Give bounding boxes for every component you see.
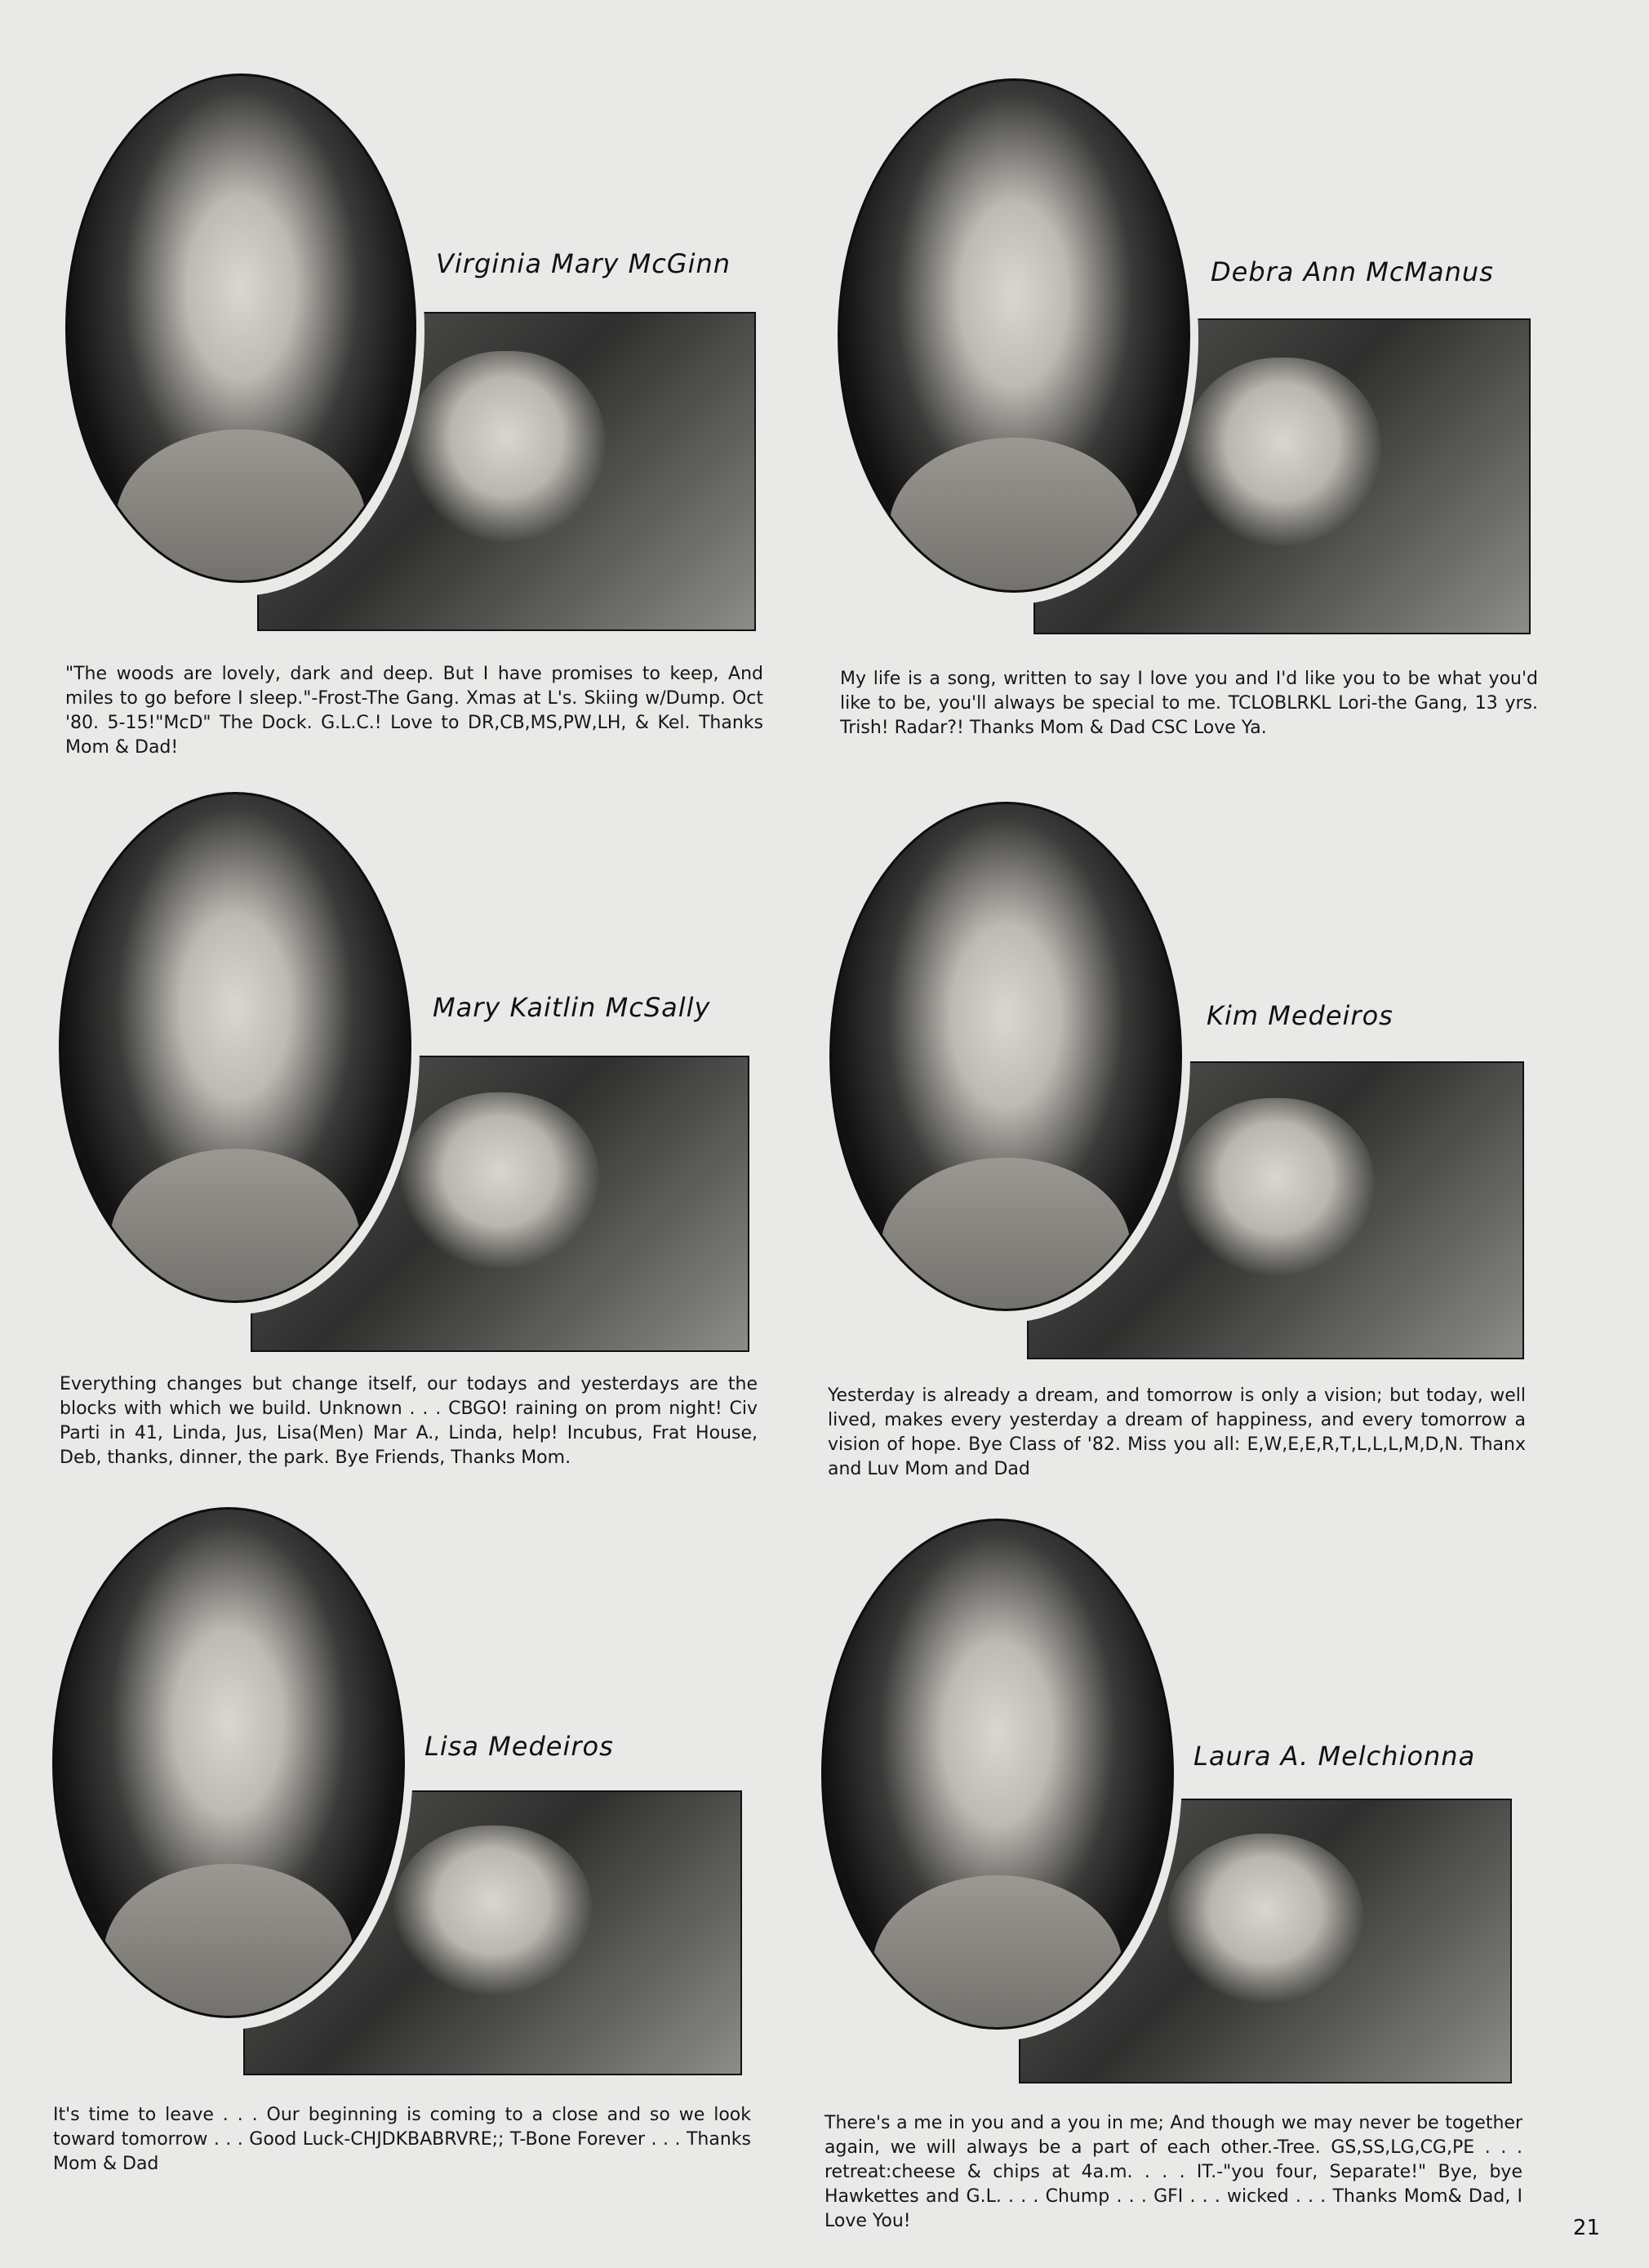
portrait-photo — [65, 73, 416, 583]
senior-quote: Everything changes but change itself, our todays and yesterdays are the blocks with which we build. Unknown . . . CBGO! raining on prom night! Civ Parti in 41, Linda, Jus, Lisa(Men) Mar A., Linda, help! Incubus, Frat House, Deb, thanks, dinner, the park. Bye Friends, Thanks Mom. — [60, 1374, 758, 1468]
senior-name: Virginia Mary McGinn — [436, 248, 731, 279]
senior-quote: "The woods are lovely, dark and deep. But I have promises to keep, And miles to go before I sleep."-Frost-The Gang. Xmas at L's. Skiing w/Dump. Oct '80. 5-15!"McD" The Dock. G.L.C.! Love to DR,CB,MS,PW,LH, & Kel. Thanks Mom & Dad! — [65, 664, 763, 758]
senior-quote: Yesterday is already a dream, and tomorrow is only a vision; but today, well lived, makes every yesterday a dream of happiness, and every tomorrow a vision of hope. Bye Class of '82. Miss you all: E,W,E,E,R,T,L,L,L,M,D,N. Thanx and Luv Mom and Dad — [828, 1385, 1526, 1479]
senior-quote: It's time to leave . . . Our beginning is coming to a close and so we look toward tomorrow . . . Good Luck-CHJDKBABRVRE;; T-Bone Forever . . . Thanks Mom & Dad — [53, 2105, 751, 2174]
senior-quote: There's a me in you and a you in me; And though we may never be together again, we will always be a part of each other.-Tree. GS,SS,LG,CG,PE . . . retreat:cheese & chips at 4a.m. . . . IT.-"you four, Separate!" Bye, bye Hawkettes and G.L. . . . Chump . . . GFI . . . wicked . . . Thanks Mom& Dad, I Love You! — [824, 2113, 1522, 2231]
senior-name: Kim Medeiros — [1207, 1000, 1393, 1031]
senior-quote: My life is a song, written to say I love you and I'd like you to be what you'd like to be, you'll always be special to me. TCLOBLRKL Lori-the Gang, 13 yrs. Trish! Radar?! Thanks Mom & Dad CSC Love Ya. — [840, 669, 1538, 738]
portrait-photo — [59, 792, 411, 1303]
senior-name: Laura A. Melchionna — [1193, 1741, 1476, 1772]
portrait-photo — [838, 78, 1190, 593]
portrait-photo — [821, 1519, 1174, 2030]
senior-name: Mary Kaitlin McSally — [433, 992, 711, 1023]
page-number: 21 — [1572, 2216, 1600, 2240]
senior-name: Lisa Medeiros — [424, 1731, 614, 1762]
portrait-photo — [829, 802, 1182, 1311]
portrait-photo — [52, 1507, 405, 2018]
senior-name: Debra Ann McManus — [1211, 256, 1494, 287]
